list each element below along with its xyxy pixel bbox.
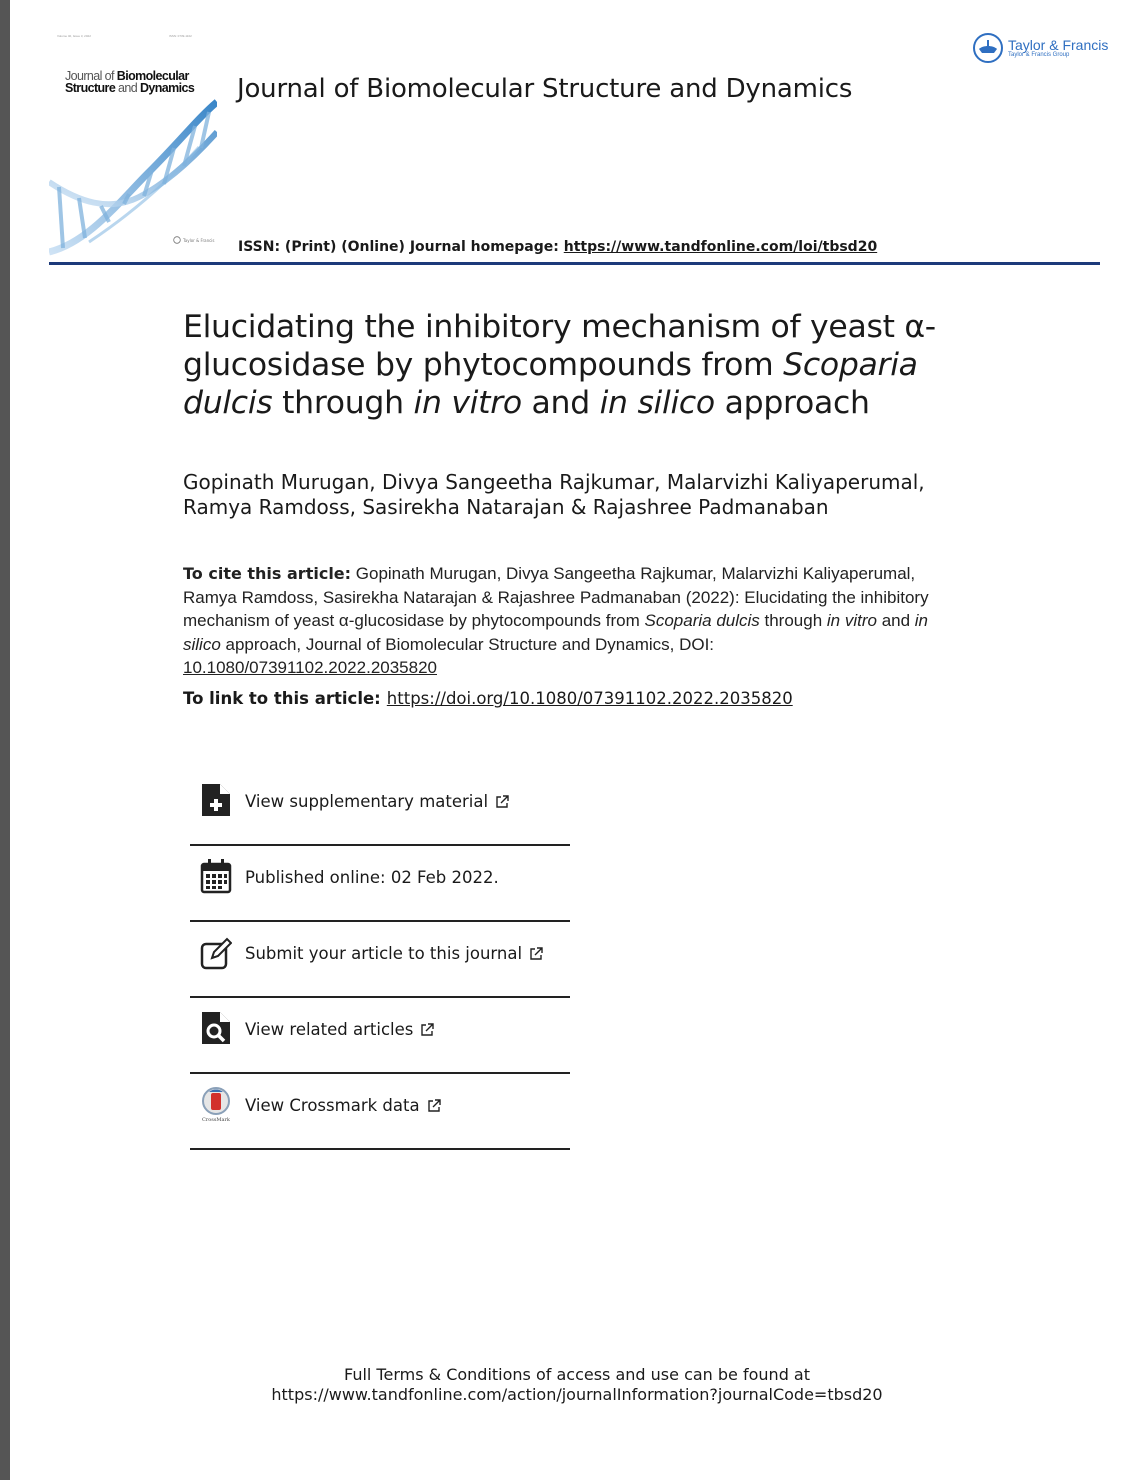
external-link-icon (427, 1098, 442, 1113)
authors-line-2: Ramya Ramdoss, Sasirekha Natarajan & Rajashree Padmanaban (183, 495, 829, 519)
publisher-name: Taylor & Francis (1008, 37, 1109, 53)
crossmark-link[interactable] (190, 1074, 570, 1150)
taylor-francis-icon (972, 32, 1004, 64)
link-label: To link to this article: (183, 689, 381, 708)
journal-homepage-link[interactable]: https://www.tandfonline.com/loi/tbsd20 (563, 239, 878, 255)
taylor-francis-logo[interactable] (972, 32, 1108, 64)
related-articles-link[interactable] (190, 998, 570, 1074)
crossmark-label: View Crossmark data (245, 1096, 420, 1115)
article-link-line (183, 689, 793, 708)
cover-publisher-icon (173, 236, 181, 244)
crossmark-icon (200, 1086, 232, 1122)
doi-link[interactable]: 10.1080/07391102.2022.2035820 (183, 658, 437, 677)
related-articles-label: View related articles (245, 1020, 414, 1039)
cover-journal-logo: Journal of Biomolecular Structure and Dynamics (65, 69, 195, 95)
edit-icon (200, 934, 232, 970)
journal-cover-thumbnail (49, 30, 217, 256)
issn-homepage-line (238, 239, 877, 255)
search-document-icon (200, 1010, 232, 1046)
calendar-icon (200, 858, 232, 894)
supplementary-material-link[interactable] (190, 770, 570, 846)
supplementary-material-label: View supplementary material (245, 792, 489, 811)
external-link-icon (529, 946, 544, 961)
terms-text: Full Terms & Conditions of access and use can be found at (343, 1365, 811, 1384)
published-online-label: Published online: 02 Feb 2022. (245, 868, 499, 887)
journal-title: Journal of Biomolecular Structure and Dynamics (237, 74, 853, 104)
dna-helix-image (49, 92, 217, 256)
issn-text: ISSN: (Print) (Online) Journal homepage: (238, 239, 564, 255)
cover-publisher-logo (173, 236, 215, 244)
list-divider (190, 1148, 570, 1150)
authors-line-1: Gopinath Murugan, Divya Sangeetha Rajkumar, Malarvizhi Kaliyaperumal, (183, 470, 925, 494)
published-online-item (190, 846, 570, 922)
article-doi-url[interactable]: https://doi.org/10.1080/07391102.2022.2035820 (386, 689, 793, 708)
svg-text:CrossMark: CrossMark (202, 1117, 230, 1122)
header-divider (49, 262, 1100, 265)
cover-issn: ISSN: 0739-1102 (169, 34, 192, 38)
external-link-icon (495, 794, 510, 809)
cite-label: To cite this article: (183, 564, 352, 583)
external-link-icon (420, 1022, 435, 1037)
file-plus-icon (200, 782, 232, 818)
pdf-page (10, 0, 1144, 1480)
terms-url[interactable]: https://www.tandfonline.com/action/journalInformation?journalCode=tbsd20 (271, 1385, 883, 1404)
citation-block: To cite this article: Gopinath Murugan, Divya Sangeetha Rajkumar, Malarvizhi Kaliyaperumal, Ramya Ramdoss, Sasirekha Natarajan & Rajashree Padmanaban (2022): Elucidating the inhibitory mechanism of yeast α-glucosidase by phytocompounds from Scoparia dulcis through in vitro and in silico approach, Journal of Biomolecular Structure and Dynamics, DOI: 10.1080/07391102.2022.2035820 (183, 564, 929, 677)
cover-volume-issue: Volume 40, Issue 3, 2022 (57, 34, 91, 38)
terms-footer (10, 1365, 1144, 1405)
submit-article-link[interactable] (190, 922, 570, 998)
publisher-group: Taylor & Francis Group (1008, 52, 1070, 58)
article-title: Elucidating the inhibitory mechanism of yeast α- glucosidase by phytocompounds from Scoparia dulcis through in vitro and in silico approach (183, 309, 936, 421)
submit-article-label: Submit your article to this journal (245, 944, 523, 963)
article-authors (183, 470, 983, 520)
cover-publisher-text: Taylor & Francis (183, 237, 215, 243)
